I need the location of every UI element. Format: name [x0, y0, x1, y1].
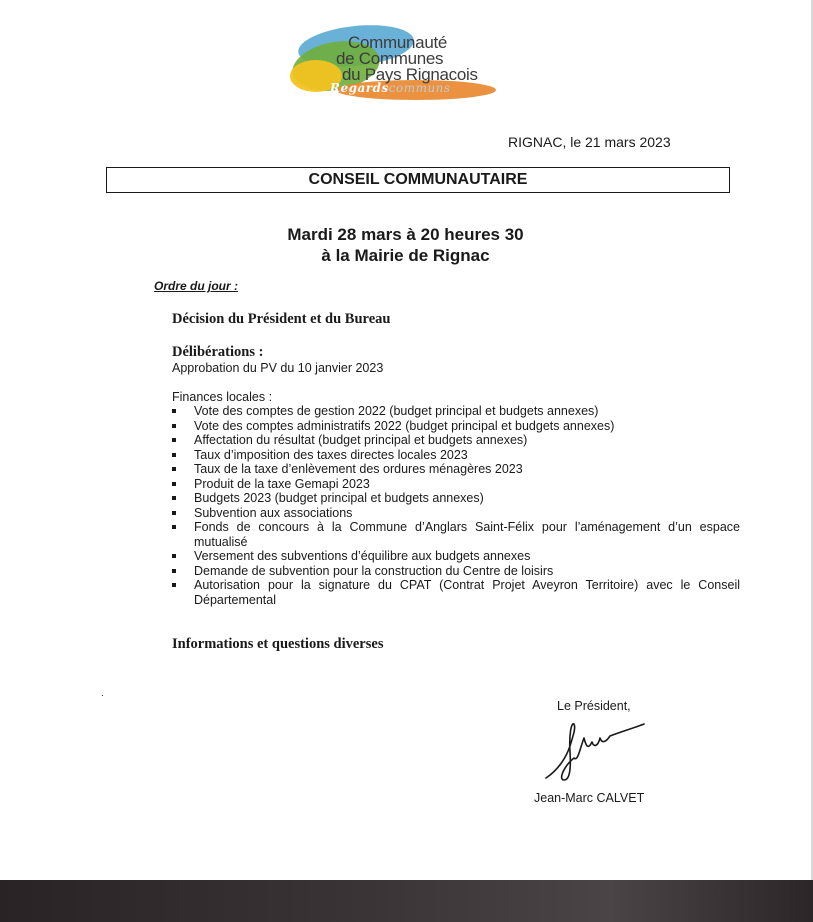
item-text: Budgets 2023 (budget principal et budgets annexes)	[194, 491, 484, 505]
item-text: Autorisation pour la signature du CPAT (Contrat Projet Aveyron Territoire) avec le Conseil Départemental	[194, 578, 740, 607]
bullet-icon	[172, 482, 176, 486]
logo-line-3: du Pays Rignacois	[342, 65, 478, 84]
stray-mark: .	[101, 688, 104, 699]
section-decision: Décision du Président et du Bureau	[172, 311, 391, 327]
bullet-icon	[172, 438, 176, 442]
section-deliberations: Délibérations :	[172, 344, 264, 360]
bullet-icon	[172, 424, 176, 428]
council-title: CONSEIL COMMUNAUTAIRE	[106, 167, 730, 193]
bullet-icon	[172, 467, 176, 471]
item-text: Versement des subventions d’équilibre aux budgets annexes	[194, 549, 531, 563]
bullet-icon	[172, 409, 176, 413]
logo-tagline-b: communs	[388, 81, 451, 95]
item-text: Vote des comptes administratifs 2022 (budget principal et budgets annexes)	[194, 418, 615, 433]
list-item	[172, 549, 740, 564]
item-text: Taux de la taxe d’enlèvement des ordures ménagères 2023	[194, 462, 523, 476]
item-text: Affectation du résultat (budget principal et budgets annexes)	[194, 433, 528, 447]
list-item	[172, 404, 740, 419]
meeting-location: à la Mairie de Rignac	[321, 246, 490, 265]
bullet-icon	[172, 554, 176, 558]
list-item	[172, 506, 740, 521]
list-item	[172, 448, 740, 463]
signatory-name: Jean-Marc CALVET	[534, 791, 645, 805]
approval-line: Approbation du PV du 10 janvier 2023	[172, 361, 384, 375]
list-item	[172, 477, 740, 492]
logo-tagline	[330, 81, 451, 95]
logo-line-2: de Communes	[336, 49, 444, 68]
meeting-datetime: Mardi 28 mars à 20 heures 30	[287, 225, 524, 244]
agenda-list	[172, 404, 740, 607]
date-line: RIGNAC, le 21 mars 2023	[508, 134, 671, 150]
list-item	[172, 462, 740, 477]
agenda-heading: Ordre du jour :	[154, 279, 238, 293]
list-item	[172, 491, 740, 506]
section-informations: Informations et questions diverses	[172, 636, 384, 652]
list-item	[172, 433, 740, 448]
bullet-icon	[172, 569, 176, 573]
bullet-icon	[172, 511, 176, 515]
bullet-icon	[172, 583, 176, 587]
list-item	[172, 564, 740, 579]
list-item	[172, 419, 740, 434]
bullet-icon	[172, 496, 176, 500]
item-text: Produit de la taxe Gemapi 2023	[194, 476, 370, 491]
item-text: Subvention aux associations	[194, 505, 353, 520]
community-logo	[286, 24, 526, 104]
handwritten-signature-icon	[540, 718, 650, 788]
item-text: Fonds de concours à la Commune d’Anglars Saint-Félix pour l’aménagement d’un espace mutualisé	[194, 520, 740, 549]
list-item	[172, 520, 740, 549]
logo-tagline-a: Regards	[330, 81, 389, 95]
signatory-title: Le Président,	[557, 699, 631, 713]
bullet-icon	[172, 525, 176, 529]
item-text: Taux d’imposition des taxes directes locales 2023	[194, 447, 468, 462]
item-text: Demande de subvention pour la construction du Centre de loisirs	[194, 563, 554, 578]
item-text: Vote des comptes de gestion 2022 (budget principal et budgets annexes)	[194, 404, 599, 418]
bullet-icon	[172, 453, 176, 457]
finances-label: Finances locales :	[172, 390, 273, 404]
viewer-bottom-bar	[0, 880, 813, 922]
list-item	[172, 578, 740, 607]
logo-line-1: Communauté	[348, 33, 448, 52]
